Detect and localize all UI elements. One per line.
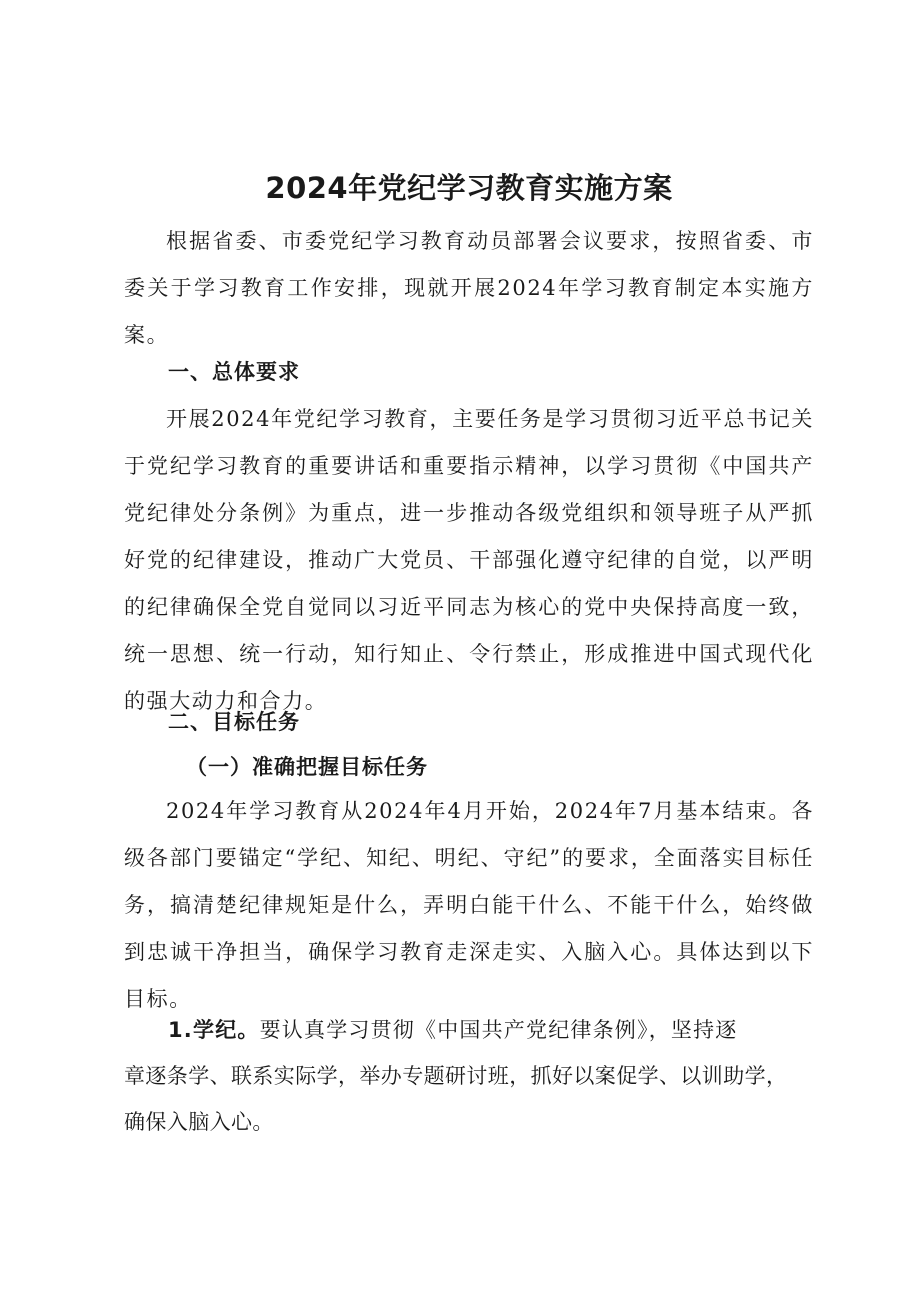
document-title: 2024年党纪学习教育实施方案 bbox=[265, 171, 673, 205]
goal-item-line-2: 章逐条学、联系实际学，举办专题研讨班，抓好以案促学、以训助学， bbox=[124, 1064, 788, 1088]
section-heading-overall-requirements: 一、总体要求 bbox=[168, 360, 300, 384]
section-heading-goals-tasks: 二、目标任务 bbox=[168, 710, 300, 734]
goals-tasks-paragraph: 2024年学习教育从2024年4月开始，2024年7月基本结束。各级各部门要锚定“学纪、知纪、明纪、守纪”的要求，全面落实目标任务，搞清楚纪律规矩是什么，弄明白能干什么、不能干什么，始终做到忠诚干净担当，确保学习教育走深走实、入脑入心。具体达到以下目标。 bbox=[124, 799, 814, 1011]
subsection-heading-grasp-goals: （一）准确把握目标任务 bbox=[186, 755, 428, 779]
goal-item-line-1 bbox=[124, 1007, 814, 1053]
goal-item-study-discipline bbox=[124, 1007, 814, 1145]
goal-item-line-3: 确保入脑入心。 bbox=[124, 1110, 274, 1134]
goal-item-text-1: 要认真学习贯彻《中国共产党纪律条例》，坚持逐 bbox=[259, 1018, 738, 1042]
intro-paragraph: 根据省委、市委党纪学习教育动员部署会议要求，按照省委、市委关于学习教育工作安排，现就开展2024年学习教育制定本实施方案。 bbox=[124, 229, 814, 347]
goal-item-label: 1.学纪。 bbox=[168, 1018, 260, 1042]
overall-requirements-paragraph: 开展2024年党纪学习教育，主要任务是学习贯彻习近平总书记关于党纪学习教育的重要讲话和重要指示精神，以学习贯彻《中国共产党纪律处分条例》为重点，进一步推动各级党组织和领导班子从严抓好党的纪律建设，推动广大党员、干部强化遵守纪律的自觉，以严明的纪律确保全党自觉同以习近平同志为核心的党中央保持高度一致，统一思想、统一行动，知行知止、令行禁止，形成推进中国式现代化的强大动力和合力。 bbox=[124, 407, 814, 713]
